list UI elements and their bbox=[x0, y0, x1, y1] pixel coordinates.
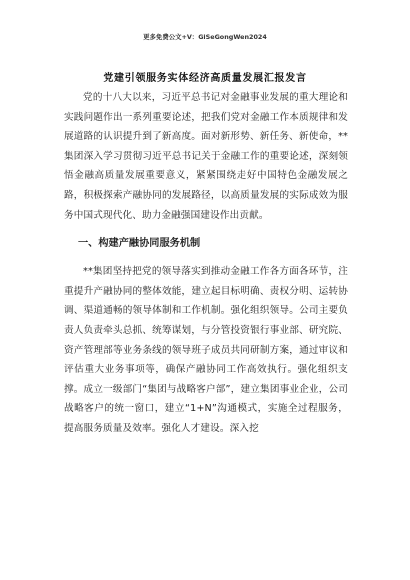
section-paragraph: **集团坚持把党的领导落实到推动金融工作各方面各环节，注重提升产融协同的整体效能，建立起目标明确、责权分明、运转协调、渠道通畅的领导体制和工作机制。强化组织领导。公司主要负责人负责牵头总抓、统筹谋划，与分管投资银行事业部、研究院、资产管理部等业务条线的领导班子成员共同研制方案，通过审议和评估重大业务事项等，确保产融协同工作高效执行。强化组织支撑。成立一级部门“集团与战略客户部”，建立集团事业企业，公司战略客户的统一窗口，建立“1+N”沟通模式，实施全过程服务，提高服务质量及效率。强化人才建设。深入挖 bbox=[64, 266, 348, 434]
header-note: 更多免费公文+V：GiSeGongWen2024 bbox=[143, 33, 267, 41]
document-body bbox=[64, 88, 348, 439]
intro-paragraph: 党的十八大以来，习近平总书记对金融事业发展的重大理论和实践问题作出一系列重要论述，把我们党对金融工作本质规律和发展道路的认识提升到了新高度。面对新形势、新任务、新使命，**集团深入学习贯彻习近平总书记关于金融工作的重要论述，深刻领悟金融高质量发展重要意义，紧紧围绕走好中国特色金融发展之路，积极探索产融协同的发展路径，以高质量发展的实际成效为服务中国式现代化、助力金融强国建设作出贡献。 bbox=[64, 92, 348, 221]
document-title: 党建引领服务实体经济高质量发展汇报发言 bbox=[103, 73, 307, 84]
section-heading: 一、构建产融协同服务机制 bbox=[78, 238, 201, 250]
